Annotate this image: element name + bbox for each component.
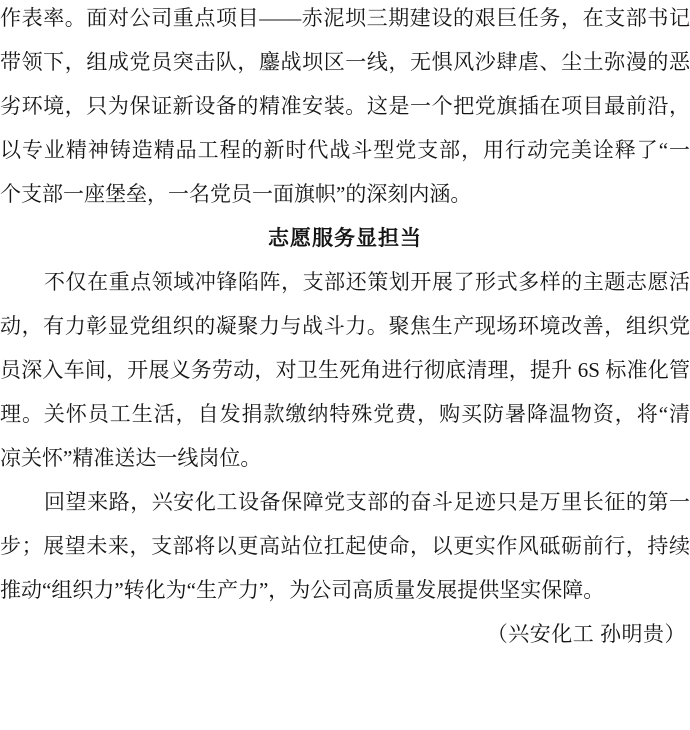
body-text-line: 带领下，组成党员突击队，鏖战坝区一线，无惧风沙肆虐、尘土弥漫的恶: [0, 50, 690, 74]
body-text-line: 推动“组织力”转化为“生产力”，为公司高质量发展提供坚实保障。: [0, 578, 605, 602]
body-text-line: 回望来路，兴安化工设备保障党支部的奋斗足迹只是万里长征的第一: [44, 490, 690, 514]
author-attribution: （兴安化工 孙明贵）: [486, 622, 686, 646]
section-heading: 志愿服务显担当: [268, 226, 422, 250]
body-text-line: 员深入车间，开展义务劳动，对卫生死角进行彻底清理，提升 6S 标准化管: [0, 358, 690, 382]
body-text-line: 动，有力彰显党组织的凝聚力与战斗力。聚焦生产现场环境改善，组织党: [0, 314, 690, 338]
body-text-line: 作表率。面对公司重点项目——赤泥坝三期建设的艰巨任务，在支部书记: [0, 6, 690, 30]
body-text-line: 凉关怀”精准送达一线岗位。: [0, 446, 262, 470]
body-text-line: 以专业精神铸造精品工程的新时代战斗型党支部，用行动完美诠释了“一: [0, 138, 690, 162]
body-text-line: 步；展望未来，支部将以更高站位扛起使命，以更实作风砥砺前行，持续: [0, 534, 690, 558]
body-text-line: 理。关怀员工生活，自发捐款缴纳特殊党费，购买防暑降温物资，将“清: [0, 402, 690, 426]
body-text-line: 个支部一座堡垒，一名党员一面旗帜”的深刻内涵。: [0, 182, 472, 206]
body-text-line: 不仅在重点领域冲锋陷阵，支部还策划开展了形式多样的主题志愿活: [44, 270, 690, 294]
body-text-line: 劣环境，只为保证新设备的精准安装。这是一个把党旗插在项目最前沿，: [0, 94, 690, 118]
